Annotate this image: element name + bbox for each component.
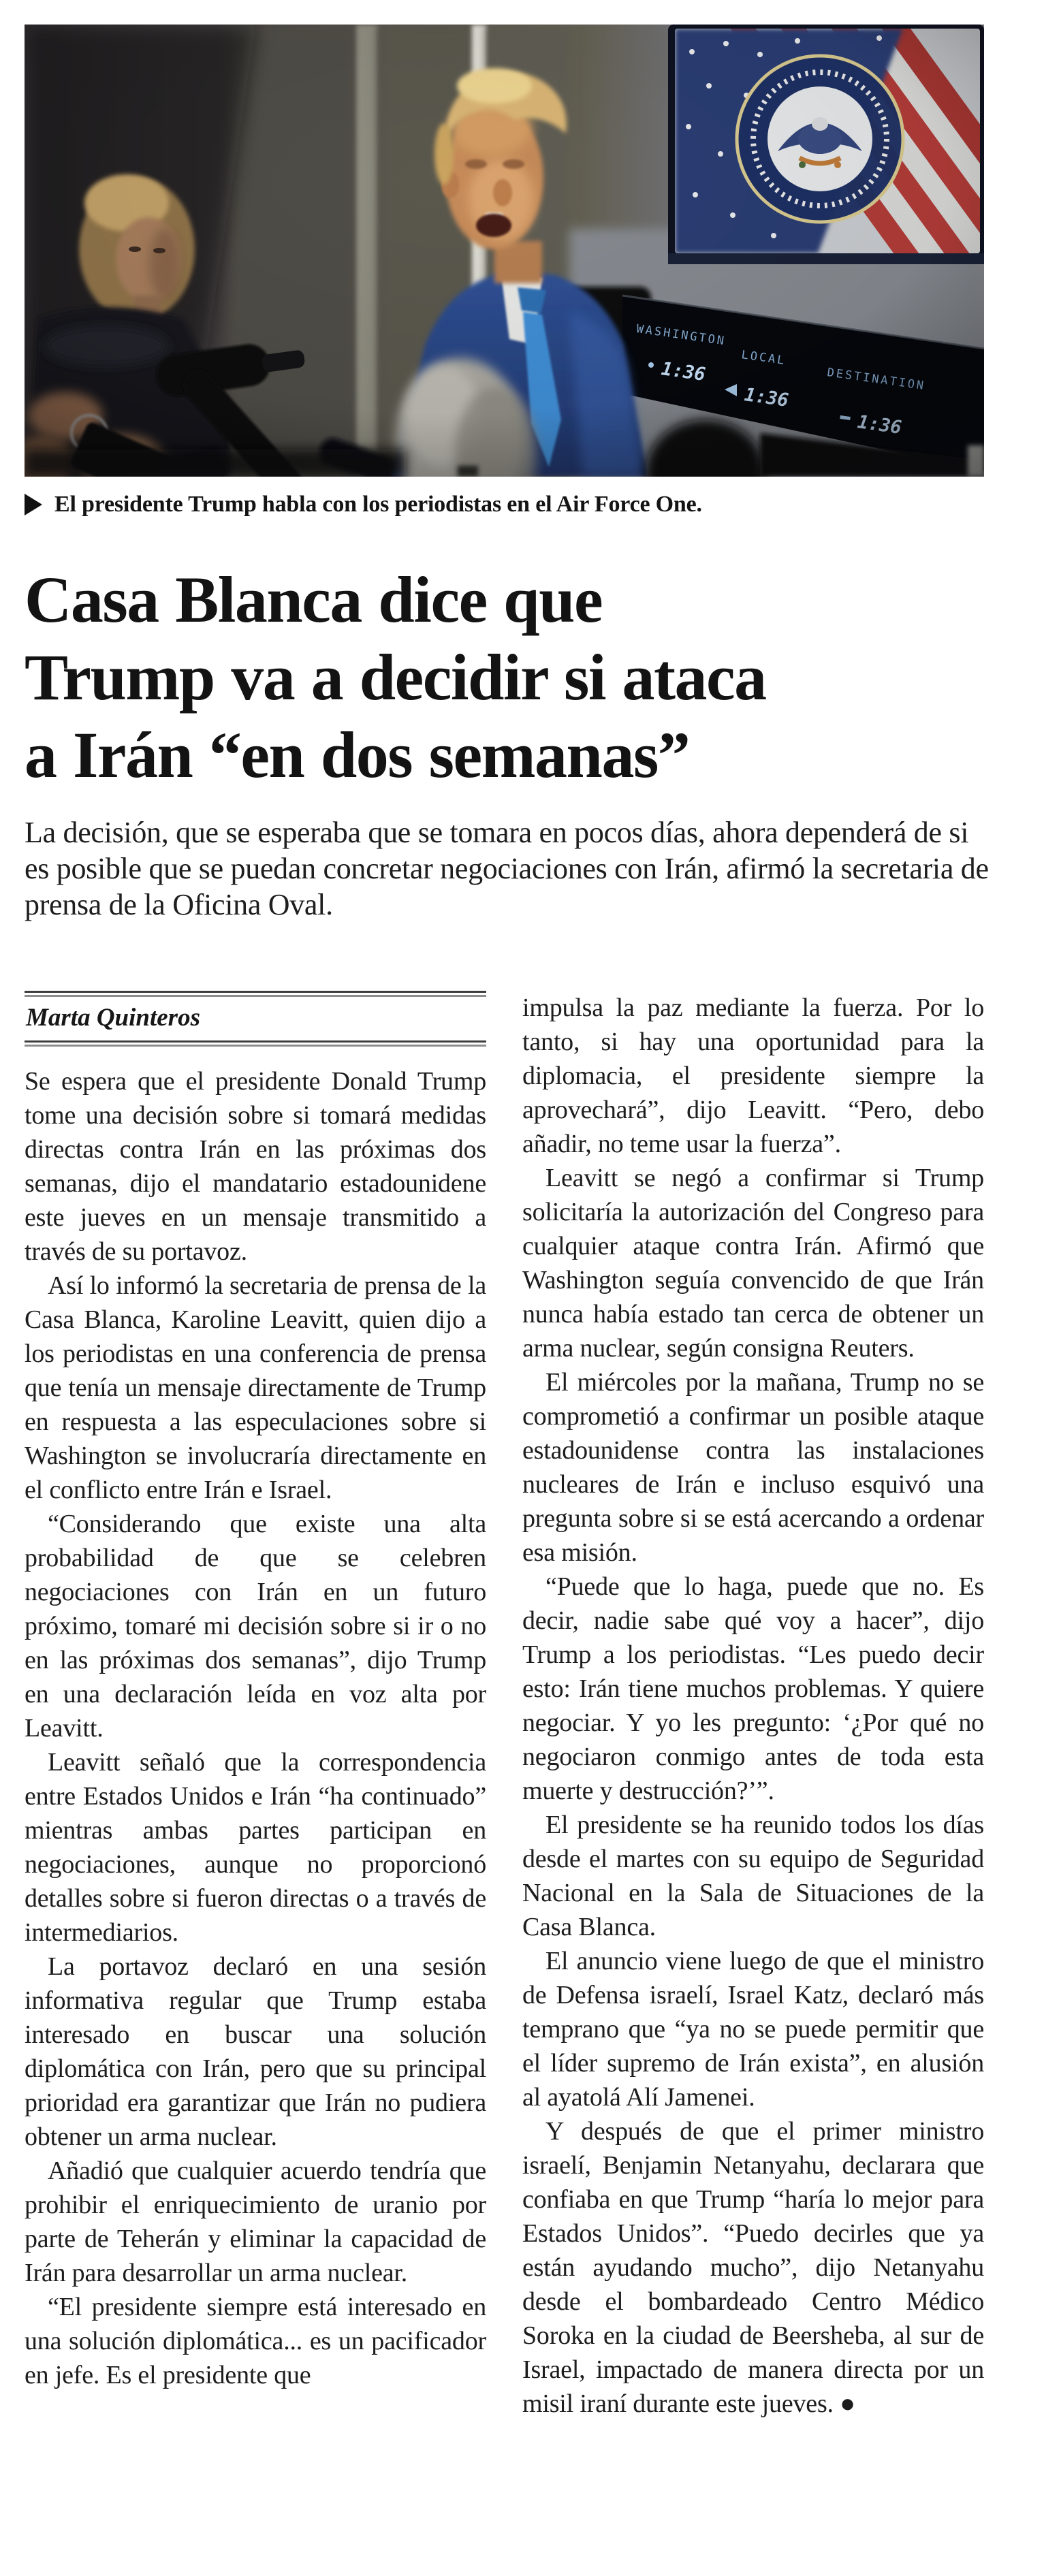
article-paragraph: “Considerando que existe una alta probabilidad de que se celebren negociaciones con Irán en un futuro próximo, tomaré mi decisión sobre si ir o no en las próximas dos semanas”, dijo Trump en una declaración leída en voz alta por Leavitt. [25, 1510, 486, 1743]
article-paragraph: Así lo informó la secretaria de prensa de la Casa Blanca, Karoline Leavitt, quien dijo a los periodistas en una conferencia de prensa que tenía un mensaje directamente de Trump en respuesta a las especulaciones sobre si Washington se involucraría directamente en el conflicto entre Irán e Israel. [25, 1271, 486, 1504]
article-body [25, 991, 984, 2421]
headline-line-2: Trump va a decidir si ataca [25, 641, 766, 714]
article-paragraph: Leavitt señaló que la correspondencia entre Estados Unidos e Irán “ha continuado” mientras ambas partes participan en negociaciones, aunque no proporcionó detalles sobre si fueron directas o a través de intermediarios. [25, 1748, 486, 1947]
column-1 [25, 991, 486, 2421]
photo-caption [25, 490, 1019, 519]
article-paragraph: Añadió que cualquier acuerdo tendría que prohibir el enriquecimiento de uranio por parte de Teherán y eliminar la capacidad de Irán para desarrollar un arma nuclear. [25, 2157, 486, 2287]
photo-caption-text: El presidente Trump habla con los periodistas en el Air Force One. [54, 492, 702, 517]
lede: La decisión, que se esperaba que se tomara en pocos días, ahora dependerá de si es posible que se puedan concretar negociaciones con Irán, afirmó la secretaria de prensa de la Oficina Oval. [25, 816, 989, 921]
photo-vignette [25, 25, 984, 477]
photo-illustration [25, 25, 984, 477]
article-paragraph: Leavitt se negó a confirmar si Trump solicitaría la autorización del Congreso para cualquier ataque contra Irán. Afirmó que Washington seguía convencido de que Irán nunca había estado tan cerca de obtener un arma nuclear, según consigna Reuters. [522, 1164, 984, 1363]
headline-line-3: a Irán “en dos semanas” [25, 718, 690, 791]
byline-rule-bottom [25, 1040, 486, 1047]
byline: Marta Quinteros [26, 1004, 200, 1032]
article-paragraph: “Puede que lo haga, puede que no. Es decir, nadie sabe qué voy a hacer”, dijo Trump a los periodistas. “Les puedo decir esto: Irán tiene muchos problemas. Y quiere negociar. Y yo les pregunto: ‘¿Por qué no negociaron conmigo antes de toda esta muerte y destrucción?’”. [522, 1572, 984, 1805]
caption-arrow-icon [25, 494, 42, 515]
article-paragraph: Y después de que el primer ministro israelí, Benjamin Netanyahu, declarara que confiaba en que Trump “haría lo mejor para Estados Unidos”. “Puedo decirles que ya están ayudando mucho”, dijo Netanyahu desde el bombardeado Centro Médico Soroka en la ciudad de Beersheba, al sur de Israel, impactado de manera directa por un misil iraní durante este jueves. ● [522, 2117, 984, 2418]
byline-rule-top [25, 991, 486, 997]
column-2 [522, 991, 984, 2421]
article-paragraph: El anuncio viene luego de que el ministro de Defensa israelí, Israel Katz, declaró más temprano que “ya no se puede permitir que el líder supremo de Irán exista”, en alusión al ayatolá Alí Jamenei. [522, 1947, 984, 2112]
article-paragraph: El miércoles por la mañana, Trump no se comprometió a confirmar un posible ataque estadounidense contra las instalaciones nucleares de Irán e incluso esquivó una pregunta sobre si se está acercando a ordenar esa misión. [522, 1368, 984, 1567]
headline [25, 561, 1019, 794]
headline-line-1: Casa Blanca dice que [25, 563, 603, 636]
article-paragraph: Se espera que el presidente Donald Trump tome una decisión sobre si tomará medidas directas contra Irán en las próximas dos semanas, dijo el mandatario estadounidene este jueves en un mensaje transmitido a través de su portavoz. [25, 1067, 486, 1266]
article-photo [25, 25, 984, 477]
article-paragraph: “El presidente siempre está interesado en una solución diplomática... es un pacificador en jefe. Es el presidente que [25, 2293, 486, 2389]
article-paragraph: La portavoz declaró en una sesión informativa regular que Trump estaba interesado en buscar una solución diplomática con Irán, pero que su principal prioridad era garantizar que Irán no pudiera obtener un arma nuclear. [25, 1952, 486, 2151]
article-paragraph-continuation: impulsa la paz mediante la fuerza. Por lo tanto, si hay una oportunidad para la diplomacia, el presidente siempre la aprovechará”, dijo Leavitt. “Pero, debo añadir, no teme usar la fuerza”. [522, 993, 984, 1158]
byline-block [25, 991, 486, 1047]
article-paragraph: El presidente se ha reunido todos los días desde el martes con su equipo de Seguridad Nacional en la Sala de Situaciones de la Casa Blanca. [522, 1811, 984, 1941]
